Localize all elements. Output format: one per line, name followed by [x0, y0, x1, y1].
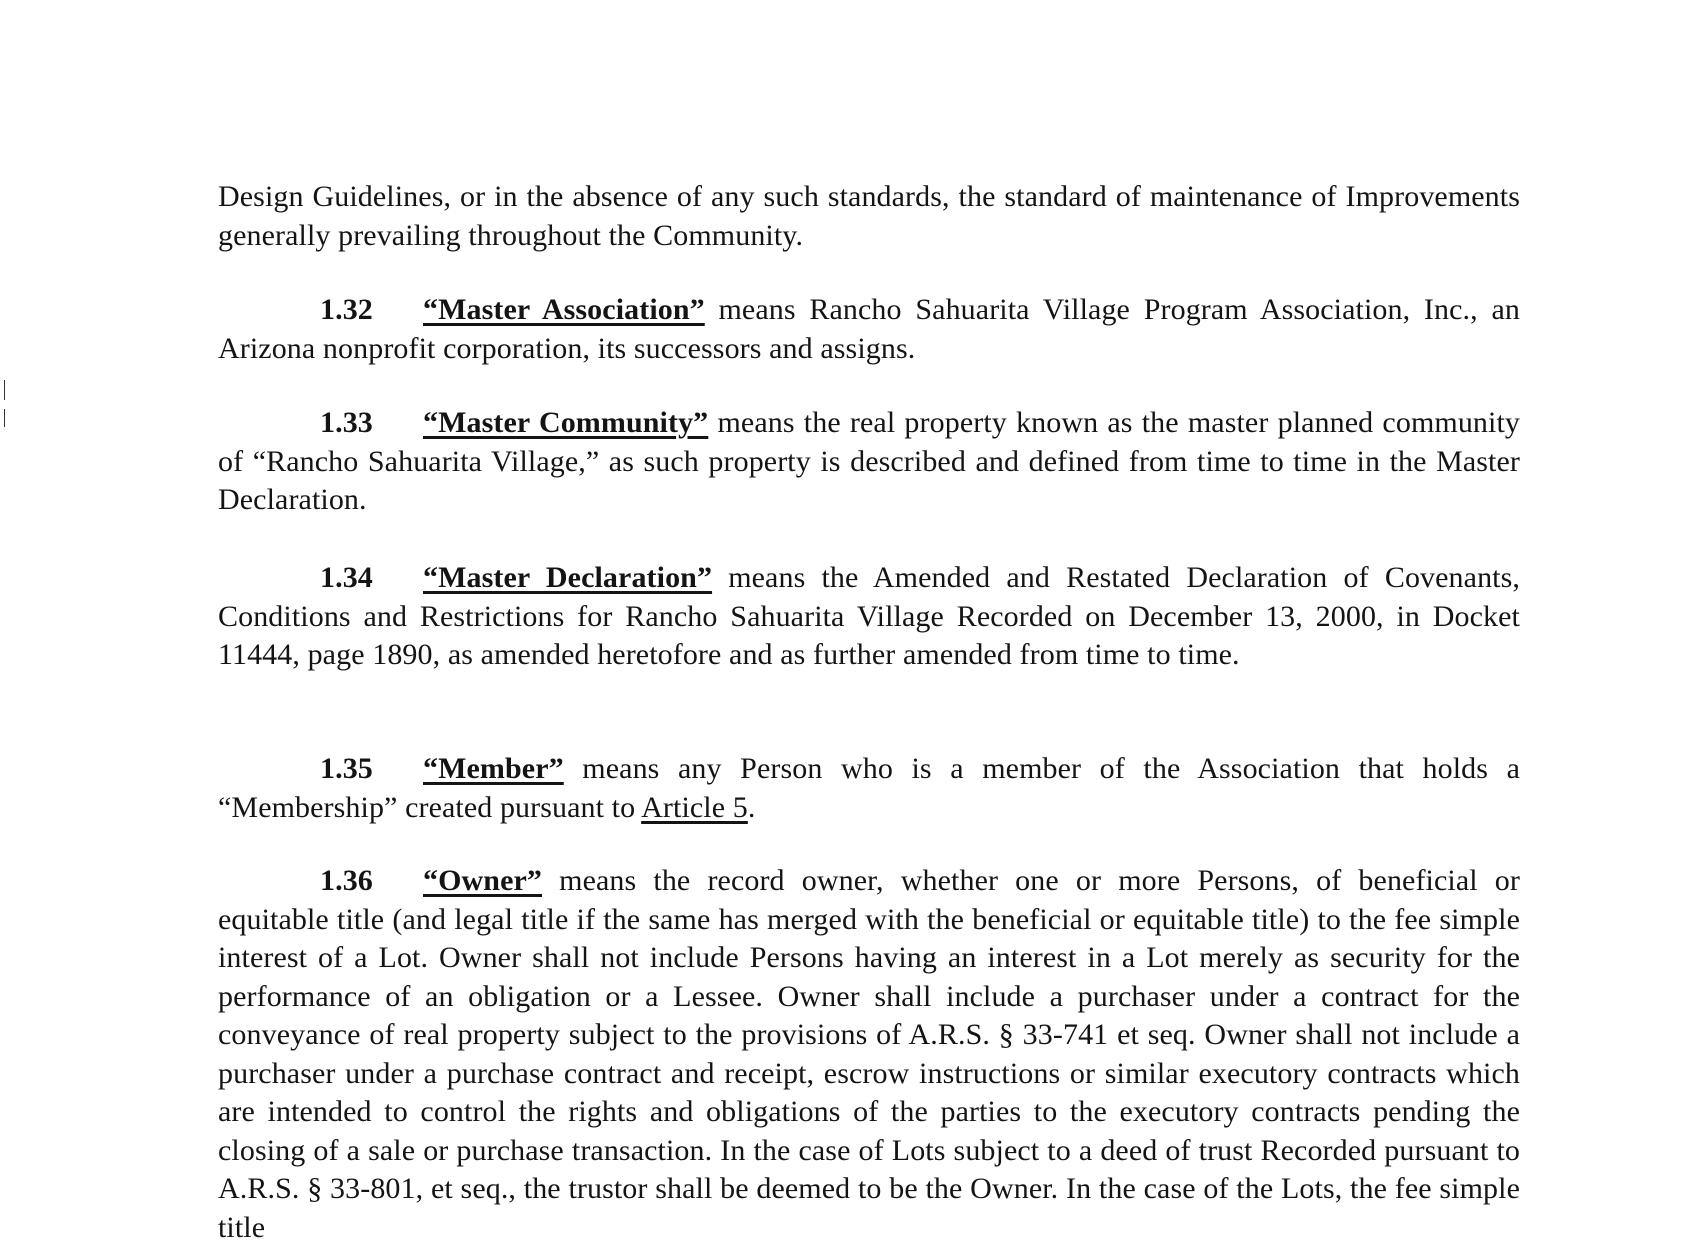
definition-text: means the record owner, whether one or more Persons, of beneficial or equitable title (and legal title if the same has merged with the beneficial or equitable title) to the fee simple interest of a Lot. Owner shall not include Persons having an interest in a Lot merely as security for the performance of an obligation or a Lessee. Owner shall include a purchaser under a contract for the conveyance of real property subject to the provisions of A.R.S. § 33-741 et seq. Owner shall not include a purchaser under a purchase contract and receipt, escrow instructions or similar executory contracts which are intended to control the rights and obligations of the parties to the executory contracts pending the closing of a sale or purchase transaction. In the case of Lots subject to a deed of trust Recorded pursuant to A.R.S. § 33-801, et seq., the trustor shall be deemed to be the Owner. In the case of the Lots, the fee simple title [218, 864, 1520, 1244]
continuation-paragraph [218, 178, 1520, 255]
defined-term: “Master Declaration” [423, 561, 713, 594]
definition-text: means any Person who is a member of the Association that holds a “Membership” created pursuant to [218, 752, 1520, 824]
section-number: 1.32 [320, 293, 373, 326]
definition-paragraph [218, 559, 1520, 675]
definition-paragraph [218, 404, 1520, 520]
definition-text: means Rancho Sahuarita Village Program Association, Inc., an Arizona nonprofit corporation, its successors and assigns. [218, 293, 1521, 365]
section-number: 1.34 [320, 561, 373, 594]
definition-text: means the Amended and Restated Declaration of Covenants, Conditions and Restrictions for Rancho Sahuarita Village Recorded on December 13, 2000, in Docket 11444, page 1890, as amended heretofore and as further amended from time to time. [218, 561, 1520, 671]
definition-paragraph [218, 862, 1520, 1247]
definition-text: means the real property known as the master planned community of “Rancho Sahuarita Village,” as such property is described and defined from time to time in the Master Declaration. [218, 406, 1520, 516]
revision-bar [4, 380, 5, 400]
section-number: 1.36 [320, 864, 373, 897]
section-number: 1.33 [320, 406, 373, 439]
defined-term: “Master Community” [423, 406, 709, 439]
definition-text-end: . [747, 790, 756, 824]
defined-term: “Member” [423, 752, 564, 785]
definition-paragraph [218, 750, 1520, 827]
defined-term: “Owner” [423, 864, 543, 897]
defined-term: “Master Association” [423, 293, 705, 326]
definition-paragraph [218, 291, 1520, 368]
article-reference: Article 5 [641, 790, 748, 824]
continuation-text: Design Guidelines, or in the absence of any such standards, the standard of maintenance of Improvements generally prevailing throughout the Community. [218, 180, 1520, 252]
revision-bar [4, 409, 5, 427]
section-number: 1.35 [320, 752, 373, 785]
